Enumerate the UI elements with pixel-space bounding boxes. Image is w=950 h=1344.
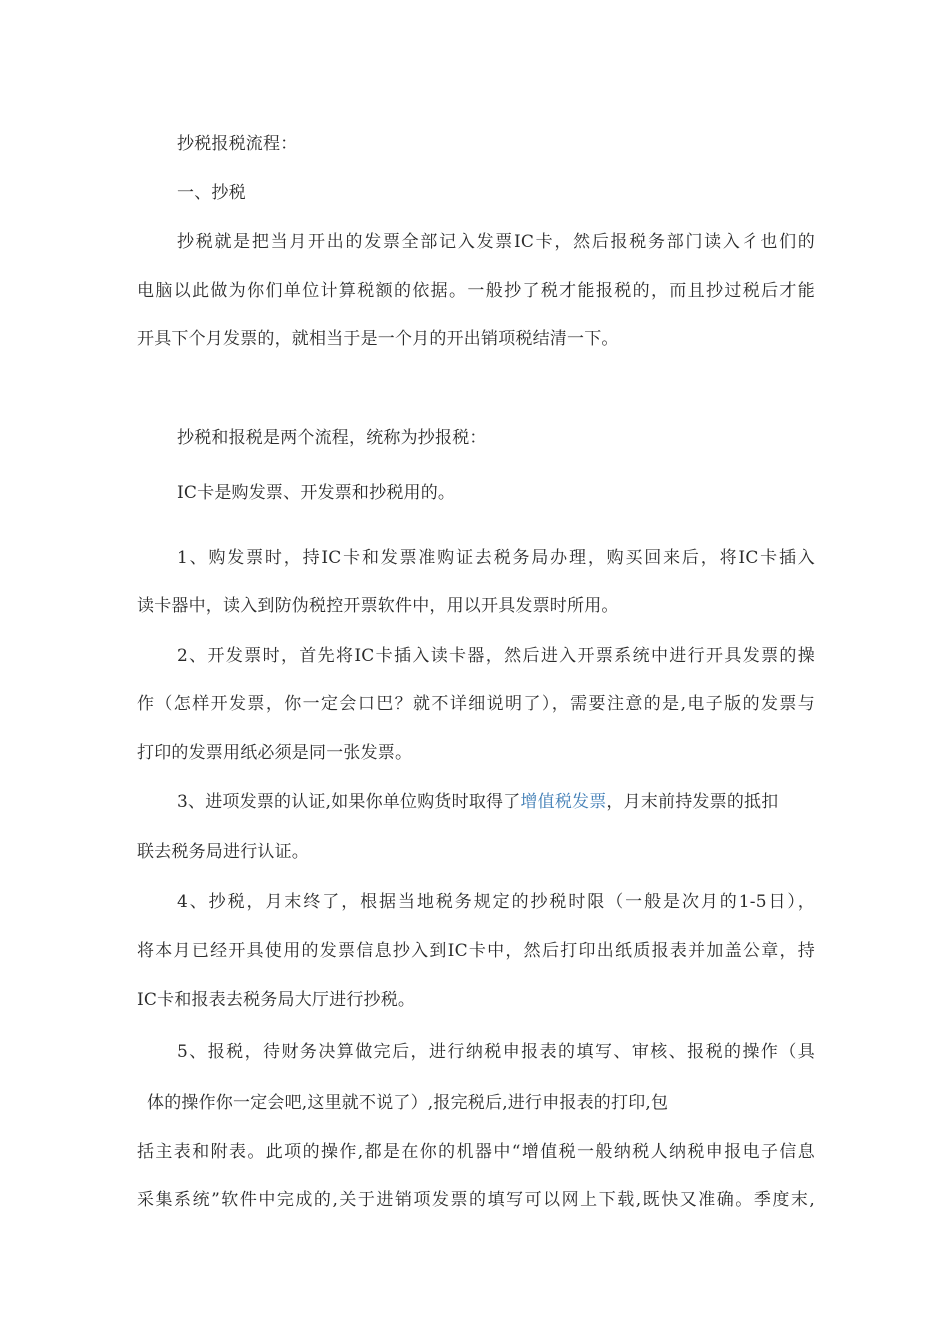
item5-line1: 5、报税，待财务决算做完后，进行纳税申报表的填写、审核、报税的操作（具 (177, 1042, 815, 1062)
item4-line1: 4、抄税，月末终了，根据当地税务规定的抄税时限（一般是次月的1-5日）， (177, 892, 815, 912)
item5-line2: 体的操作你一定会吧,这里就不说了）,报完税后,进行申报表的打印,包 (147, 1093, 669, 1113)
vat-invoice-link[interactable]: 增值税发票 (520, 792, 607, 812)
item3-text-before-link: 3、进项发票的认证,如果你单位购货时取得了 (177, 792, 521, 812)
para1-line2: 电脑以此做为你们单位计算税额的依据。一般抄了税才能报税的，而且抄过税后才能 (137, 281, 815, 301)
item4-line3: IC卡和报表去税务局大厅进行抄税。 (137, 990, 416, 1010)
para1-line3: 开具下个月发票的，就相当于是一个月的开出销项税结清一下。 (137, 329, 619, 349)
item3-line2: 联去税务局进行认证。 (137, 842, 309, 862)
item5-line4: 采集系统”软件中完成的,关于进销项发票的填写可以网上下载,既快又准确。季度末, (137, 1190, 815, 1210)
para3-line: IC卡是购发票、开发票和抄税用的。 (177, 483, 456, 503)
item1-line2: 读卡器中，读入到防伪税控开票软件中，用以开具发票时所用。 (137, 596, 619, 616)
item5-line3: 括主表和附表。此项的操作,都是在你的机器中“增值税一般纳税人纳税申报电子信息 (137, 1142, 815, 1162)
item4-line2: 将本月已经开具使用的发票信息抄入到IC卡中，然后打印出纸质报表并加盖公章，持 (137, 941, 815, 961)
para2-line: 抄税和报税是两个流程，统称为抄报税： (177, 428, 487, 448)
item3-line1 (177, 790, 778, 814)
section-heading-chaoshui: 一、抄税 (177, 183, 246, 203)
item2-line3: 打印的发票用纸必须是同一张发票。 (137, 743, 413, 763)
item1-line1: 1、购发票时，持IC卡和发票准购证去税务局办理，购买回来后，将IC卡插入 (177, 548, 815, 568)
item2-line2: 作（怎样开发票，你一定会口巴？就不详细说明了），需要注意的是,电子版的发票与 (137, 694, 815, 714)
para1-line1: 抄税就是把当月开出的发票全部记入发票IC卡，然后报税务部门读入彳也们的 (177, 232, 815, 252)
document-title: 抄税报税流程： (177, 134, 298, 154)
item3-text-after-link: ，月末前持发票的抵扣 (606, 792, 779, 812)
item2-line1: 2、开发票时，首先将IC卡插入读卡器，然后进入开票系统中进行开具发票的操 (177, 646, 815, 666)
